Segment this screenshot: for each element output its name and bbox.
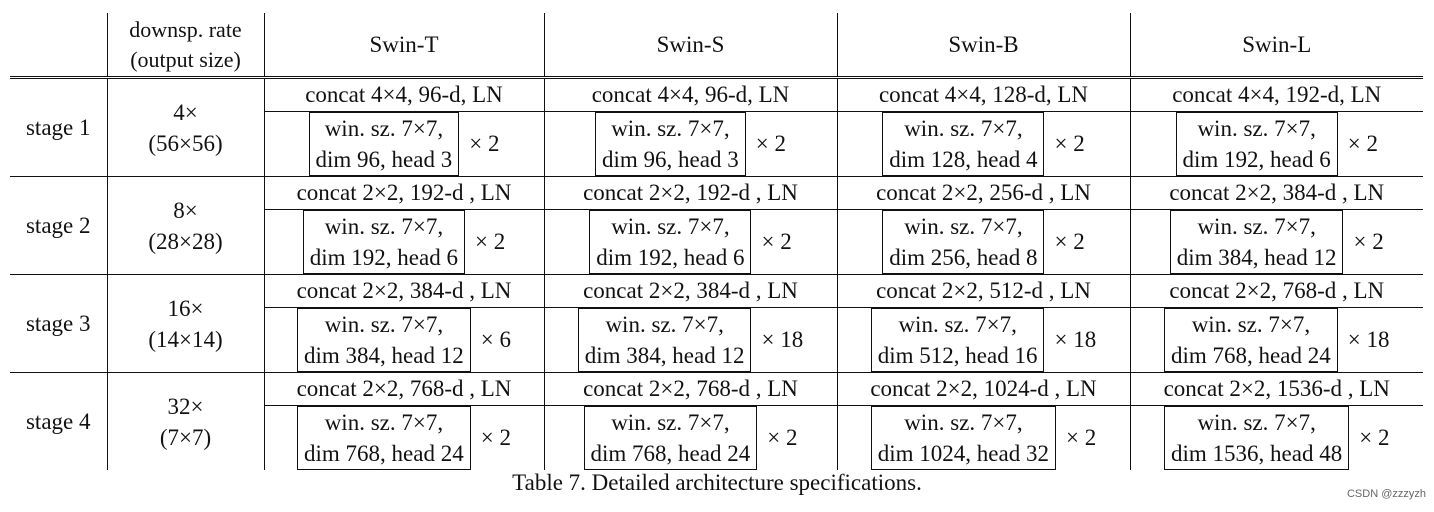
block-bracket (595, 112, 746, 176)
dim-head: dim 192, head 6 (309, 245, 458, 270)
stage-rate (107, 78, 264, 177)
block-swin-l (1130, 210, 1423, 275)
dim-head: dim 768, head 24 (590, 441, 751, 466)
stage-2-concat-row (10, 177, 1423, 210)
dim-head: dim 96, head 3 (315, 147, 453, 172)
stage-label: stage 3 (10, 275, 107, 373)
block-multiplier: × 2 (767, 425, 798, 450)
block-multiplier: × 2 (1353, 229, 1384, 254)
block-spec (584, 406, 798, 470)
concat-swin-t: concat 2×2, 192-d , LN (264, 177, 544, 210)
block-multiplier: × 2 (474, 229, 506, 254)
dim-head: dim 256, head 8 (889, 245, 1038, 270)
block-spec (871, 406, 1096, 470)
block-bracket (589, 210, 751, 274)
block-multiplier: × 18 (761, 327, 804, 352)
window-size: win. sz. 7×7, (1197, 214, 1316, 239)
concat-swin-t: concat 2×2, 768-d , LN (264, 373, 544, 406)
block-swin-s (544, 210, 837, 275)
concat-swin-s: concat 2×2, 192-d , LN (544, 177, 837, 210)
stage-rate (107, 275, 264, 373)
block-bracket (871, 308, 1045, 372)
block-multiplier: × 2 (755, 131, 786, 156)
block-bracket (297, 308, 471, 372)
block-spec (297, 308, 511, 372)
block-swin-b (837, 406, 1130, 471)
dim-head: dim 512, head 16 (877, 343, 1038, 368)
window-size: win. sz. 7×7, (904, 116, 1023, 141)
stage-1-concat-row (10, 78, 1423, 112)
block-multiplier: × 2 (1065, 425, 1097, 450)
window-size: win. sz. 7×7, (898, 312, 1017, 337)
window-size: win. sz. 7×7, (611, 116, 730, 141)
block-spec (871, 308, 1096, 372)
block-multiplier: × 2 (1054, 131, 1085, 156)
window-size: win. sz. 7×7, (904, 410, 1023, 435)
concat-swin-l: concat 2×2, 384-d , LN (1130, 177, 1423, 210)
window-size: win. sz. 7×7, (611, 214, 730, 239)
concat-swin-b: concat 2×2, 512-d , LN (837, 275, 1130, 308)
block-bracket (1170, 210, 1344, 274)
dim-head: dim 192, head 6 (1182, 147, 1331, 172)
concat-swin-b: concat 2×2, 256-d , LN (837, 177, 1130, 210)
block-spec (1164, 308, 1389, 372)
stage-rate-factor: 4× (173, 99, 198, 125)
header-stage-cell (10, 13, 107, 78)
stage-output-size: (14×14) (148, 326, 223, 352)
block-spec (297, 406, 511, 470)
header-rate-cell (107, 13, 264, 78)
concat-swin-s: concat 2×2, 384-d , LN (544, 275, 837, 308)
block-multiplier: × 18 (1347, 327, 1390, 352)
block-bracket (1164, 308, 1338, 372)
concat-swin-l: concat 2×2, 1536-d , LN (1130, 373, 1423, 406)
window-size: win. sz. 7×7, (1197, 410, 1316, 435)
block-bracket (882, 210, 1044, 274)
header-model-swin-t: Swin-T (264, 13, 544, 78)
concat-swin-s: concat 4×4, 96-d, LN (544, 78, 837, 112)
block-swin-t (264, 406, 544, 471)
block-spec (595, 112, 786, 176)
stage-rate-factor: 32× (167, 393, 204, 419)
stage-output-size: (7×7) (159, 424, 212, 450)
window-size: win. sz. 7×7, (605, 312, 724, 337)
block-spec (589, 210, 791, 274)
block-swin-t (264, 112, 544, 177)
block-swin-t (264, 210, 544, 275)
block-swin-s (544, 112, 837, 177)
dim-head: dim 384, head 12 (304, 343, 464, 368)
table-caption: Table 7. Detailed architecture specifications. (512, 470, 922, 495)
dim-head: dim 768, head 24 (304, 441, 464, 466)
concat-swin-t: concat 2×2, 384-d , LN (264, 275, 544, 308)
block-swin-l (1130, 406, 1423, 471)
window-size: win. sz. 7×7, (324, 410, 444, 435)
header-rate-line2: (output size) (130, 46, 241, 72)
block-multiplier: × 6 (480, 327, 511, 352)
block-multiplier: × 18 (1054, 327, 1097, 352)
block-spec (882, 210, 1084, 274)
block-swin-b (837, 210, 1130, 275)
window-size: win. sz. 7×7, (611, 410, 730, 435)
dim-head: dim 384, head 12 (584, 343, 745, 368)
block-multiplier: × 2 (1054, 229, 1085, 254)
dim-head: dim 768, head 24 (1171, 343, 1331, 368)
dim-head: dim 192, head 6 (596, 245, 745, 270)
block-bracket (584, 406, 758, 470)
concat-swin-t: concat 4×4, 96-d, LN (264, 78, 544, 112)
stage-output-size: (28×28) (148, 228, 223, 254)
stage-rate-factor: 16× (167, 295, 204, 321)
dim-head: dim 1536, head 48 (1171, 441, 1343, 466)
concat-swin-l: concat 4×4, 192-d, LN (1130, 78, 1423, 112)
block-spec (309, 112, 500, 176)
window-size: win. sz. 7×7, (324, 116, 444, 141)
stage-label: stage 1 (10, 78, 107, 177)
stage-output-size: (56×56) (148, 130, 223, 156)
block-multiplier: × 2 (1347, 131, 1378, 156)
stage-rate-factor: 8× (173, 197, 198, 223)
block-bracket (882, 112, 1044, 176)
window-size: win. sz. 7×7, (1191, 312, 1311, 337)
block-swin-s (544, 308, 837, 373)
stage-3-concat-row (10, 275, 1423, 308)
block-bracket (578, 308, 752, 372)
window-size: win. sz. 7×7, (904, 214, 1023, 239)
stage-label: stage 2 (10, 177, 107, 275)
stage-rate (107, 177, 264, 275)
block-bracket (871, 406, 1056, 470)
window-size: win. sz. 7×7, (1197, 116, 1316, 141)
header-model-swin-b: Swin-B (837, 13, 1130, 78)
header-rate-line1: downsp. rate (129, 16, 242, 42)
dim-head: dim 384, head 12 (1176, 245, 1337, 270)
block-spec (1164, 406, 1389, 470)
header-row (10, 13, 1423, 78)
concat-swin-b: concat 4×4, 128-d, LN (837, 78, 1130, 112)
concat-swin-b: concat 2×2, 1024-d , LN (837, 373, 1130, 406)
dim-head: dim 96, head 3 (602, 147, 739, 172)
block-bracket (297, 406, 471, 470)
block-bracket (1164, 406, 1349, 470)
block-swin-s (544, 406, 837, 471)
block-swin-b (837, 112, 1130, 177)
stage-4-concat-row (10, 373, 1423, 406)
header-model-swin-s: Swin-S (544, 13, 837, 78)
window-size: win. sz. 7×7, (324, 312, 444, 337)
concat-swin-s: concat 2×2, 768-d , LN (544, 373, 837, 406)
block-swin-t (264, 308, 544, 373)
block-bracket (303, 210, 465, 274)
header-model-swin-l: Swin-L (1130, 13, 1423, 78)
block-multiplier: × 2 (761, 229, 792, 254)
stage-rate (107, 373, 264, 471)
dim-head: dim 128, head 4 (889, 147, 1038, 172)
block-swin-l (1130, 308, 1423, 373)
block-spec (1176, 112, 1378, 176)
csdn-watermark: CSDN @zzzyzh (1346, 488, 1426, 500)
block-spec (1170, 210, 1384, 274)
block-swin-l (1130, 112, 1423, 177)
block-multiplier: × 2 (1359, 425, 1390, 450)
block-bracket (309, 112, 460, 176)
block-spec (578, 308, 803, 372)
block-bracket (1176, 112, 1338, 176)
block-multiplier: × 2 (469, 131, 500, 156)
architecture-table (10, 13, 1423, 470)
block-spec (882, 112, 1084, 176)
dim-head: dim 1024, head 32 (877, 441, 1049, 466)
block-multiplier: × 2 (480, 425, 511, 450)
stage-label: stage 4 (25, 408, 91, 434)
concat-swin-l: concat 2×2, 768-d , LN (1130, 275, 1423, 308)
block-swin-b (837, 308, 1130, 373)
block-spec (303, 210, 505, 274)
window-size: win. sz. 7×7, (324, 214, 444, 239)
